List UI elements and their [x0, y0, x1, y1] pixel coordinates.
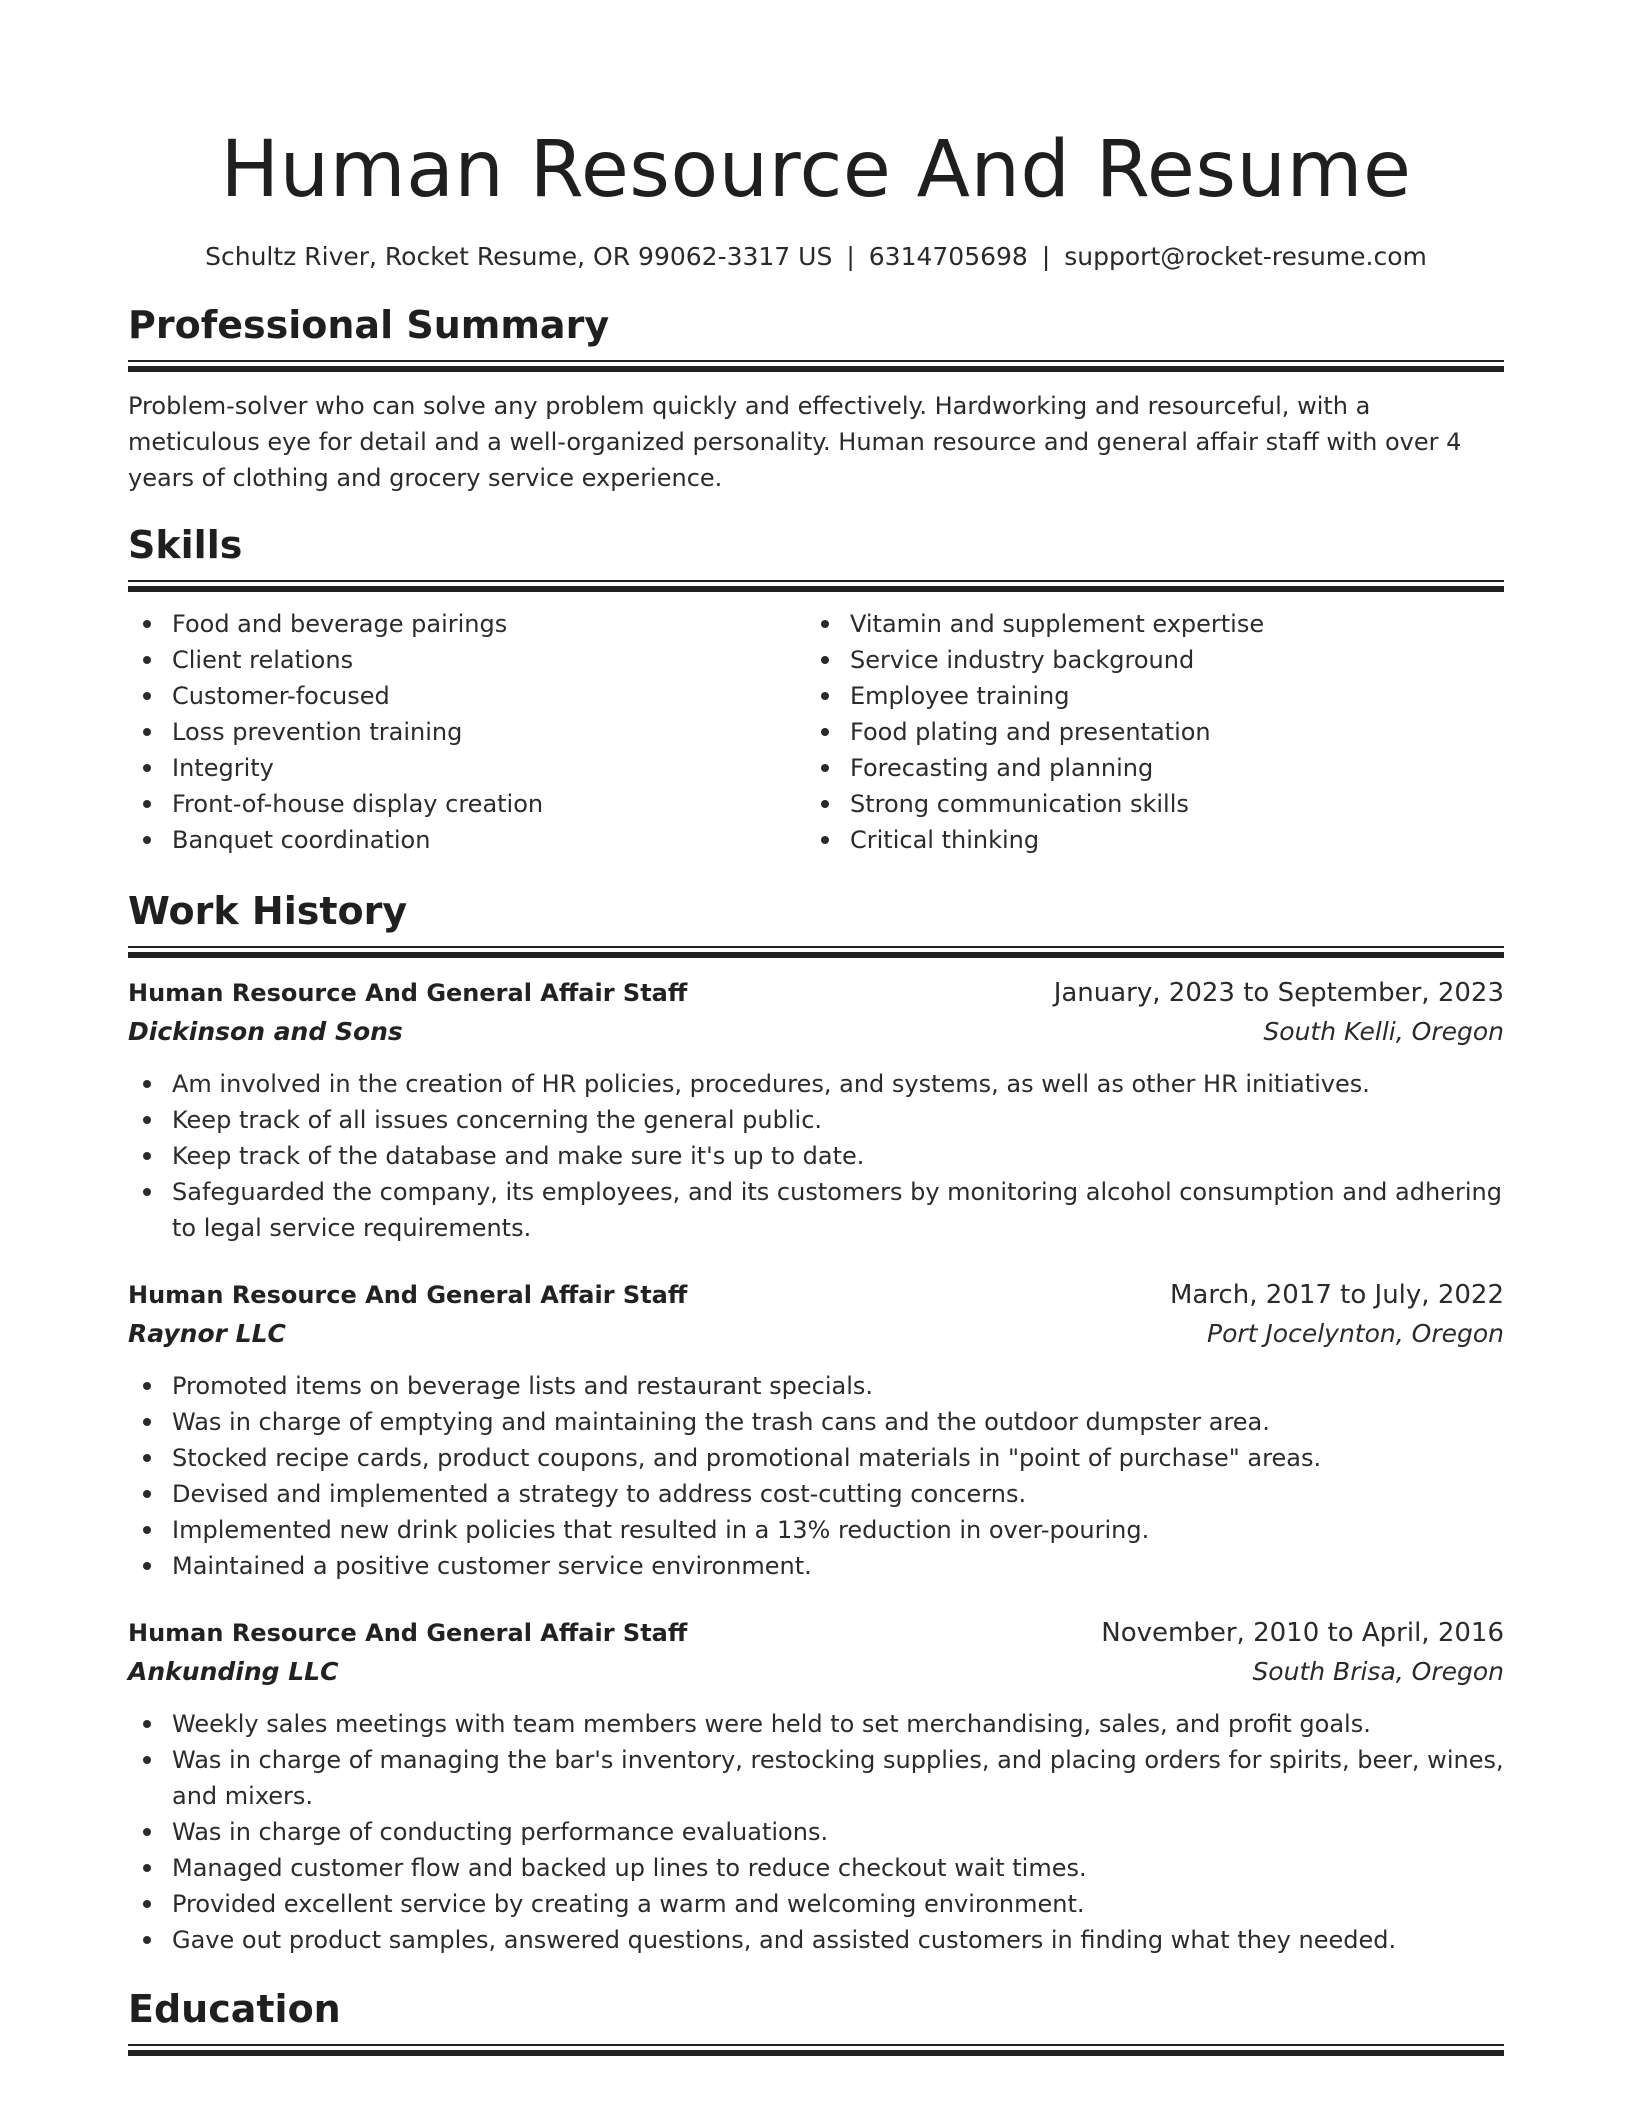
skill-item: Front-of-house display creation [128, 786, 806, 822]
job-bullet: Maintained a positive customer service environment. [128, 1548, 1504, 1584]
skill-item: Strong communication skills [806, 786, 1484, 822]
job-subheader [128, 1652, 1504, 1692]
summary-text: Problem-solver who can solve any problem quickly and effectively. Hardworking and resourceful, with a meticulous eye for detail and a well-organized personality. Human resource and general affair staff with over 4 years of clothing and grocery service experience. [128, 392, 1462, 492]
section-divider [128, 2044, 1504, 2056]
skills-section [128, 520, 1504, 858]
skills-columns [128, 606, 1504, 858]
job-header [128, 974, 1504, 1012]
job-dates: March, 2017 to July, 2022 [1169, 1280, 1504, 1310]
skill-item: Loss prevention training [128, 714, 806, 750]
education-section [128, 1984, 1504, 2056]
contact-line [128, 240, 1504, 274]
skill-item: Critical thinking [806, 822, 1484, 858]
skills-title: Skills [128, 523, 243, 567]
section-divider [128, 580, 1504, 592]
skill-item: Integrity [128, 750, 806, 786]
job-company: Dickinson and Sons [128, 1017, 403, 1046]
job-company: Ankunding LLC [128, 1657, 339, 1686]
job-bullet: Was in charge of managing the bar's inventory, restocking supplies, and placing orders for spirits, beer, wines, and mixers. [128, 1742, 1504, 1814]
job-bullets [128, 1706, 1504, 1958]
job-dates: January, 2023 to September, 2023 [1053, 978, 1504, 1008]
contact-separator: | [846, 242, 855, 271]
resume-page [128, 118, 1504, 2056]
job-bullet: Am involved in the creation of HR policies, procedures, and systems, as well as other HR initiatives. [128, 1066, 1504, 1102]
resume-name: Human Resource And Resume [220, 125, 1412, 215]
job-bullets [128, 1368, 1504, 1584]
skill-item: Food plating and presentation [806, 714, 1484, 750]
job-bullet: Keep track of the database and make sure it's up to date. [128, 1138, 1504, 1174]
job-company: Raynor LLC [128, 1319, 286, 1348]
contact-phone: 6314705698 [868, 242, 1028, 271]
job-bullet: Devised and implemented a strategy to address cost-cutting concerns. [128, 1476, 1504, 1512]
summary-section [128, 300, 1504, 496]
job-location: South Kelli, Oregon [1263, 1017, 1504, 1046]
contact-address: Schultz River, Rocket Resume, OR 99062-3317 US [205, 242, 833, 271]
job-bullet: Keep track of all issues concerning the general public. [128, 1102, 1504, 1138]
job-subheader [128, 1314, 1504, 1354]
skill-item: Service industry background [806, 642, 1484, 678]
job-bullet: Was in charge of emptying and maintaining the trash cans and the outdoor dumpster area. [128, 1404, 1504, 1440]
summary-title: Professional Summary [128, 303, 610, 347]
job-entry [128, 1614, 1504, 1958]
job-location: South Brisa, Oregon [1252, 1657, 1504, 1686]
skill-item: Employee training [806, 678, 1484, 714]
job-title: Human Resource And General Affair Staff [128, 1619, 688, 1647]
job-entry [128, 974, 1504, 1246]
job-title: Human Resource And General Affair Staff [128, 979, 688, 1007]
work-history-title: Work History [128, 889, 408, 933]
skills-left-list [128, 606, 806, 858]
work-history-section [128, 886, 1504, 1958]
job-bullets [128, 1066, 1504, 1246]
section-divider [128, 946, 1504, 958]
job-header [128, 1276, 1504, 1314]
job-dates: November, 2010 to April, 2016 [1101, 1618, 1504, 1648]
job-title: Human Resource And General Affair Staff [128, 1281, 688, 1309]
job-bullet: Gave out product samples, answered questions, and assisted customers in finding what they needed. [128, 1922, 1504, 1958]
skill-item: Banquet coordination [128, 822, 806, 858]
skill-item: Customer-focused [128, 678, 806, 714]
skill-item: Vitamin and supplement expertise [806, 606, 1484, 642]
job-location: Port Jocelynton, Oregon [1207, 1319, 1504, 1348]
job-bullet: Promoted items on beverage lists and restaurant specials. [128, 1368, 1504, 1404]
job-bullet: Implemented new drink policies that resulted in a 13% reduction in over-pouring. [128, 1512, 1504, 1548]
contact-email: support@rocket-resume.com [1064, 242, 1427, 271]
job-bullet: Safeguarded the company, its employees, and its customers by monitoring alcohol consumption and adhering to legal service requirements. [128, 1174, 1504, 1246]
education-title: Education [128, 1987, 341, 2031]
skill-item: Client relations [128, 642, 806, 678]
job-bullet: Managed customer flow and backed up lines to reduce checkout wait times. [128, 1850, 1504, 1886]
job-bullet: Stocked recipe cards, product coupons, and promotional materials in "point of purchase" areas. [128, 1440, 1504, 1476]
job-bullet: Provided excellent service by creating a warm and welcoming environment. [128, 1886, 1504, 1922]
job-subheader [128, 1012, 1504, 1052]
contact-separator: | [1041, 242, 1051, 271]
job-bullet: Weekly sales meetings with team members were held to set merchandising, sales, and profit goals. [128, 1706, 1504, 1742]
job-entry [128, 1276, 1504, 1584]
job-header [128, 1614, 1504, 1652]
skill-item: Forecasting and planning [806, 750, 1484, 786]
section-divider [128, 360, 1504, 372]
skills-right-list [806, 606, 1484, 858]
job-bullet: Was in charge of conducting performance evaluations. [128, 1814, 1504, 1850]
skill-item: Food and beverage pairings [128, 606, 806, 642]
